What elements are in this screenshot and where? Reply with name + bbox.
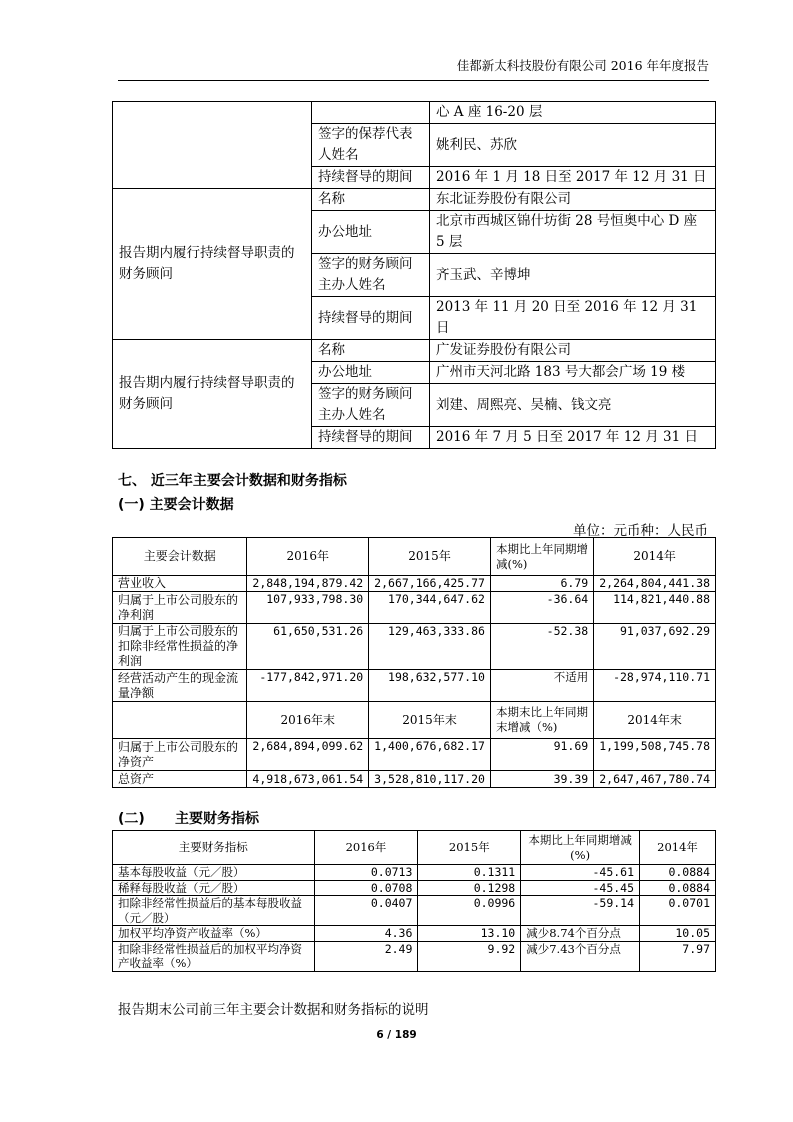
column-header: 2015年末 [369, 702, 491, 739]
table-cell: 2,667,166,425.77 [369, 576, 491, 592]
table-cell: 91.69 [490, 739, 593, 771]
table-cell: 北京市西城区锦什坊街 28 号恒奥中心 D 座 5 层 [430, 211, 716, 254]
table-row [113, 865, 716, 881]
table-cell: 4,918,673,061.54 [247, 771, 369, 788]
table-row [113, 189, 716, 211]
row-label: 加权平均净资产收益率（%） [113, 926, 315, 942]
column-header [113, 702, 247, 739]
subsection-number: (二) [118, 811, 145, 827]
row-label: 稀释每股收益（元／股） [113, 880, 315, 896]
table-cell: 名称 [312, 189, 430, 211]
table-row [113, 624, 716, 670]
table-cell: 签字的保荐代表人姓名 [312, 124, 430, 167]
table-cell: -52.38 [490, 624, 593, 670]
table-cell: 170,344,647.62 [369, 592, 491, 624]
table-cell: 0.0701 [640, 896, 716, 926]
column-header: 2014年末 [594, 702, 716, 739]
table-cell: 2016 年 7 月 5 日至 2017 年 12 月 31 日 [430, 427, 716, 449]
table-cell: -45.61 [521, 865, 640, 881]
financial-indicators-table [112, 830, 716, 972]
table-cell: 1,199,508,745.78 [594, 739, 716, 771]
explanation-heading: 报告期末公司前三年主要会计数据和财务指标的说明 [118, 1002, 429, 1018]
column-header: 主要会计数据 [113, 538, 247, 576]
group-title: 报告期内履行持续督导职责的财务顾问 [113, 189, 312, 340]
column-header: 2014年 [640, 831, 716, 865]
table-cell: 7.97 [640, 941, 716, 971]
row-label: 归属于上市公司股东的扣除非经常性损益的净利润 [113, 624, 247, 670]
table-cell: 签字的财务顾问主办人姓名 [312, 384, 430, 427]
table-cell: 刘建、周熙亮、吴楠、钱文亮 [430, 384, 716, 427]
table-cell: 减少8.74个百分点 [521, 926, 640, 942]
table-cell: -59.14 [521, 896, 640, 926]
table-cell: 广发证券股份有限公司 [430, 340, 716, 362]
column-header: 2016年末 [247, 702, 369, 739]
table-cell: 3,528,810,117.20 [369, 771, 491, 788]
table-cell: 2.49 [314, 941, 418, 971]
table-header-row [113, 702, 716, 739]
table-row [113, 926, 716, 942]
row-label: 基本每股收益（元／股） [113, 865, 315, 881]
table-cell: 0.0713 [314, 865, 418, 881]
table-cell: 持续督导的期间 [312, 297, 430, 340]
table-header-row [113, 831, 716, 865]
table-cell: 2,264,804,441.38 [594, 576, 716, 592]
table-row [113, 941, 716, 971]
table-cell: 签字的财务顾问主办人姓名 [312, 254, 430, 297]
table-cell: -36.64 [490, 592, 593, 624]
table-cell: 4.36 [314, 926, 418, 942]
row-label: 营业收入 [113, 576, 247, 592]
page-header: 佳都新太科技股份有限公司 2016 年年度报告 [118, 56, 709, 81]
table-cell: 1,400,676,682.17 [369, 739, 491, 771]
column-header: 本期末比上年同期末增减（%) [490, 702, 593, 739]
table-row [113, 771, 716, 788]
section-title: 七、 近三年主要会计数据和财务指标 [118, 473, 347, 489]
column-header: 本期比上年同期增减(%) [521, 831, 640, 865]
table-cell: 107,933,798.30 [247, 592, 369, 624]
row-label: 归属于上市公司股东的净利润 [113, 592, 247, 624]
accounting-data-table [112, 537, 716, 788]
page-number: 6 / 189 [376, 1029, 417, 1041]
unit-label: 单位：元币种：人民币 [573, 523, 708, 539]
table-row [113, 880, 716, 896]
subsection-title: 主要财务指标 [175, 811, 259, 827]
table-cell: 齐玉武、辛博坤 [430, 254, 716, 297]
column-header: 本期比上年同期增减(%) [490, 538, 593, 576]
table-cell: 心 A 座 16-20 层 [430, 102, 716, 124]
table-cell: 114,821,440.88 [594, 592, 716, 624]
row-label: 扣除非经常性损益后的基本每股收益（元／股） [113, 896, 315, 926]
table-cell: 减少7.43个百分点 [521, 941, 640, 971]
table-cell: 姚利民、苏欣 [430, 124, 716, 167]
table-cell: 持续督导的期间 [312, 427, 430, 449]
table-row [113, 340, 716, 362]
advisor-info-table [112, 101, 716, 449]
table-cell: 持续督导的期间 [312, 167, 430, 189]
table-cell: 名称 [312, 340, 430, 362]
row-label: 经营活动产生的现金流量净额 [113, 670, 247, 702]
column-header: 2016年 [247, 538, 369, 576]
column-header: 2016年 [314, 831, 418, 865]
table-cell: 0.0884 [640, 880, 716, 896]
table-row [113, 739, 716, 771]
table-cell: -177,842,971.20 [247, 670, 369, 702]
table-cell: 办公地址 [312, 211, 430, 254]
table-cell: 0.1298 [418, 880, 521, 896]
table-cell: -28,974,110.71 [594, 670, 716, 702]
table-row [113, 592, 716, 624]
table-row [113, 102, 716, 124]
table-cell: 广州市天河北路 183 号大都会广场 19 楼 [430, 362, 716, 384]
table-cell: 0.0407 [314, 896, 418, 926]
table-cell: 0.0884 [640, 865, 716, 881]
group-title: 报告期内履行持续督导职责的财务顾问 [113, 340, 312, 449]
table-cell: 6.79 [490, 576, 593, 592]
table-row [113, 576, 716, 592]
table-cell: 2,684,894,099.62 [247, 739, 369, 771]
table-row [113, 896, 716, 926]
table-cell: 39.39 [490, 771, 593, 788]
row-label: 归属于上市公司股东的净资产 [113, 739, 247, 771]
table-cell: 0.1311 [418, 865, 521, 881]
table-cell: 办公地址 [312, 362, 430, 384]
table-cell: 9.92 [418, 941, 521, 971]
table-cell: 2,647,467,780.74 [594, 771, 716, 788]
table-cell: 91,037,692.29 [594, 624, 716, 670]
table-row [113, 670, 716, 702]
table-header-row [113, 538, 716, 576]
table-cell: 2,848,194,879.42 [247, 576, 369, 592]
table-cell: 2016 年 1 月 18 日至 2017 年 12 月 31 日 [430, 167, 716, 189]
table-cell: 13.10 [418, 926, 521, 942]
row-label: 扣除非经常性损益后的加权平均净资产收益率（%） [113, 941, 315, 971]
table-cell: -45.45 [521, 880, 640, 896]
column-header: 主要财务指标 [113, 831, 315, 865]
column-header: 2015年 [369, 538, 491, 576]
column-header: 2014年 [594, 538, 716, 576]
table-cell: 198,632,577.10 [369, 670, 491, 702]
row-label: 总资产 [113, 771, 247, 788]
subsection-title: (一) 主要会计数据 [118, 497, 234, 513]
column-header: 2015年 [418, 831, 521, 865]
table-cell: 东北证券股份有限公司 [430, 189, 716, 211]
table-cell: 不适用 [490, 670, 593, 702]
table-cell: 0.0996 [418, 896, 521, 926]
table-cell: 129,463,333.86 [369, 624, 491, 670]
table-cell: 0.0708 [314, 880, 418, 896]
table-cell: 10.05 [640, 926, 716, 942]
table-cell: 2013 年 11 月 20 日至 2016 年 12 月 31 日 [430, 297, 716, 340]
table-cell: 61,650,531.26 [247, 624, 369, 670]
